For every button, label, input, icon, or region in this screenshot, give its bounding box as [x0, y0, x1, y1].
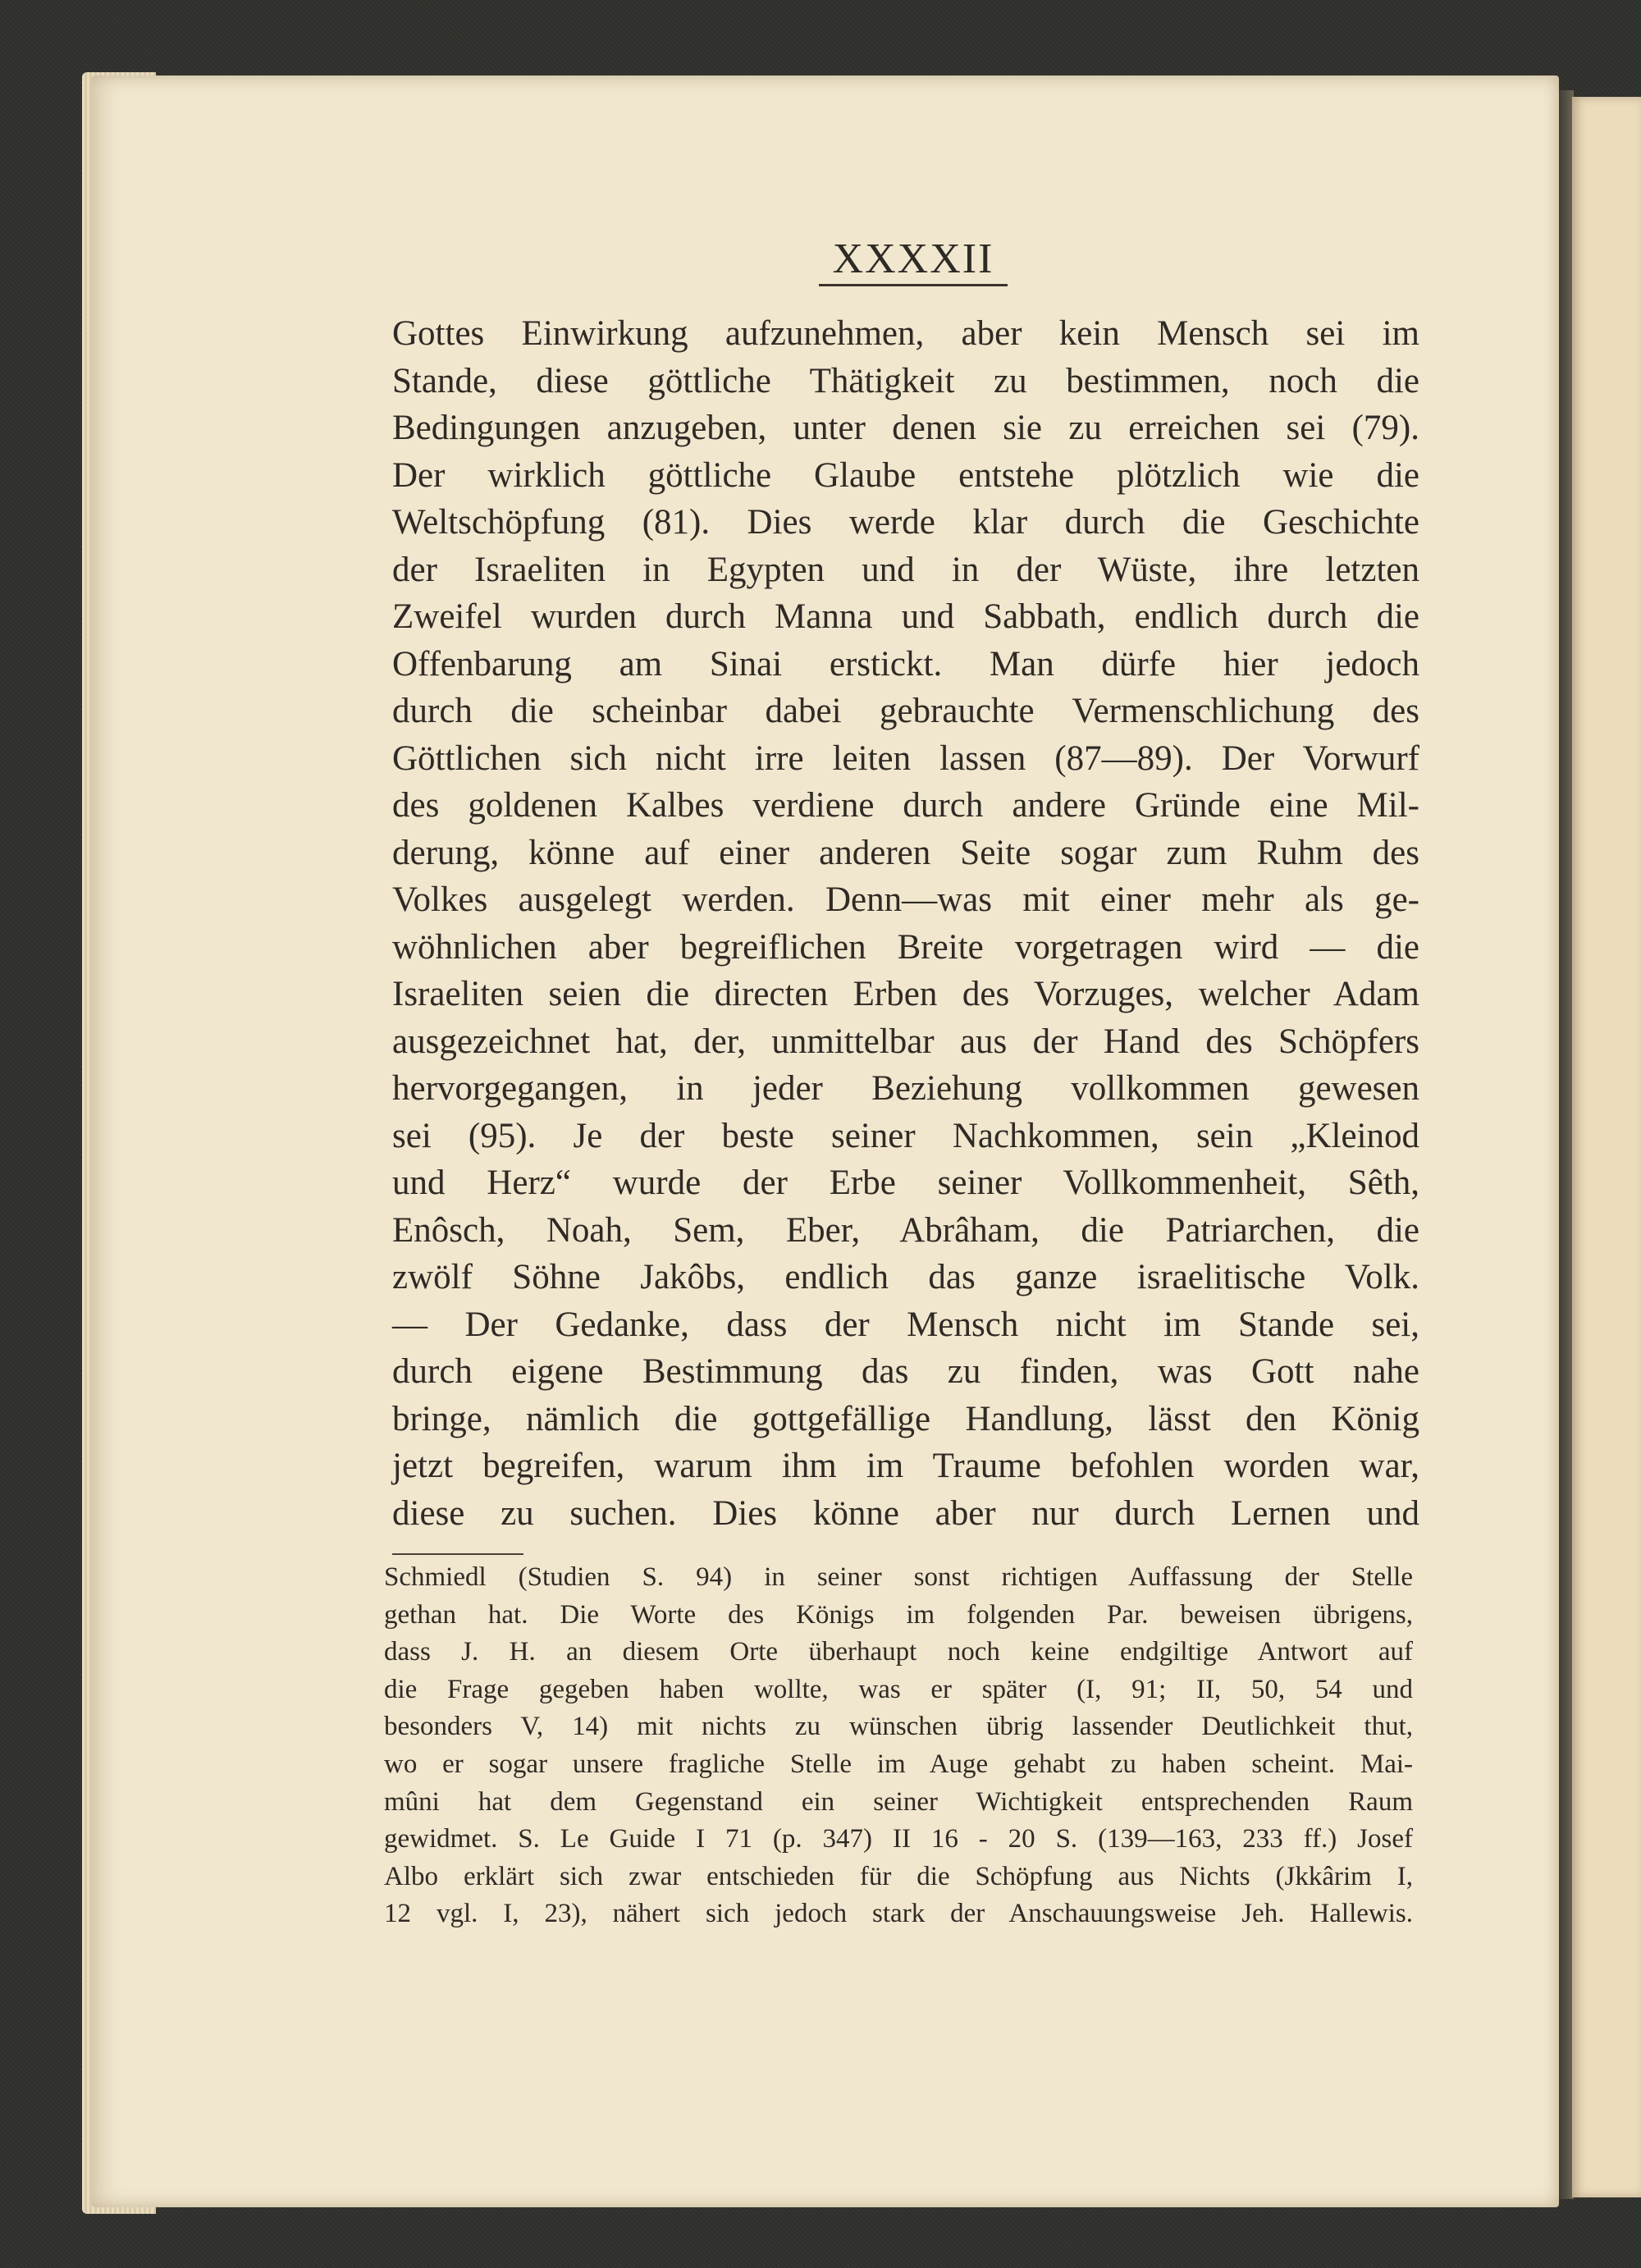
footnote-line: mûni hat dem Gegenstand ein seiner Wichtigkeit entsprechenden Raum: [384, 1786, 1413, 1817]
footnotes: [384, 1559, 1413, 1933]
body-text-line: durch eigene Bestimmung das zu finden, was Gott nahe: [392, 1352, 1419, 1391]
footnote-line: besonders V, 14) mit nichts zu wünschen übrig lassender Deutlichkeit thut,: [384, 1712, 1413, 1742]
body-text-line: derung, könne auf einer anderen Seite sogar zum Ruhm des: [392, 833, 1419, 872]
body-text-line: zwölf Söhne Jakôbs, endlich das ganze israelitische Volk.: [392, 1258, 1419, 1296]
body-text-line: Weltschöpfung (81). Dies werde klar durch die Geschichte: [392, 503, 1419, 542]
body-text-line: Stande, diese göttliche Thätigkeit zu bestimmen, noch die: [392, 361, 1419, 400]
body-text-line: und Herz“ wurde der Erbe seiner Vollkommenheit, Sêth,: [392, 1164, 1419, 1202]
body-text-line: sei (95). Je der beste seiner Nachkommen, sein „Kleinod: [392, 1116, 1419, 1155]
body-text-line: durch die scheinbar dabei gebrauchte Vermenschlichung des: [392, 692, 1419, 730]
body-text-line: Offenbarung am Sinai erstickt. Man dürfe hier jedoch: [392, 644, 1419, 684]
page-number: XXXXII: [819, 235, 1008, 286]
footnote-line: Schmiedl (Studien S. 94) in seiner sonst richtigen Auffassung der Stelle: [384, 1562, 1413, 1592]
footnote-line: die Frage gegeben haben wollte, was er später (I, 91; II, 50, 54 und: [384, 1674, 1413, 1704]
body-text-line: wöhnlichen aber begreiflichen Breite vorgetragen wird — die: [392, 927, 1419, 967]
facing-page: [1572, 97, 1641, 2197]
body-text-line: Israeliten seien die directen Erben des Vorzuges, welcher Adam: [392, 975, 1419, 1013]
body-text-line: — Der Gedanke, dass der Mensch nicht im Stande sei,: [392, 1305, 1419, 1344]
footnote-rule: [392, 1553, 523, 1555]
body-text-line: hervorgegangen, in jeder Beziehung vollkommen gewesen: [392, 1069, 1419, 1108]
footnote-line: Albo erklärt sich zwar entschieden für die Schöpfung aus Nichts (Jkkârim I,: [384, 1861, 1413, 1891]
footnote-line: gethan hat. Die Worte des Königs im folgenden Par. beweisen übrigens,: [384, 1599, 1413, 1630]
body-text: [392, 310, 1419, 1537]
body-text-line: Zweifel wurden durch Manna und Sabbath, endlich durch die: [392, 597, 1419, 636]
book-gutter: [1557, 90, 1574, 2199]
footnote-line: dass J. H. an diesem Orte überhaupt noch keine endgiltige Antwort auf: [384, 1637, 1413, 1667]
footnote-line: wo er sogar unsere fragliche Stelle im Auge gehabt zu haben scheint. Mai-: [384, 1749, 1413, 1779]
body-text-line: Bedingungen anzugeben, unter denen sie zu erreichen sei (79).: [392, 409, 1419, 447]
body-text-line: bringe, nämlich die gottgefällige Handlung, lässt den König: [392, 1399, 1419, 1438]
body-text-line: Volkes ausgelegt werden. Denn—was mit einer mehr als ge-: [392, 880, 1419, 919]
body-text-line: Gottes Einwirkung aufzunehmen, aber kein Mensch sei im: [392, 314, 1419, 353]
footnote-line: gewidmet. S. Le Guide I 71 (p. 347) II 16 - 20 S. (139—163, 233 ff.) Josef: [384, 1824, 1413, 1854]
body-text-line: diese zu suchen. Dies könne aber nur durch Lernen und: [392, 1493, 1419, 1533]
body-text-line: Der wirklich göttliche Glaube entstehe plötzlich wie die: [392, 455, 1419, 495]
body-text-line: Göttlichen sich nicht irre leiten lassen (87—89). Der Vorwurf: [392, 738, 1419, 778]
body-text-line: ausgezeichnet hat, der, unmittelbar aus der Hand des Schöpfers: [392, 1022, 1419, 1061]
footnote-line: 12 vgl. I, 23), nähert sich jedoch stark der Anschauungsweise Jeh. Hallewis.: [384, 1899, 1413, 1929]
body-text-line: jetzt begreifen, warum ihm im Traume befohlen worden war,: [392, 1447, 1419, 1485]
body-text-line: Enôsch, Noah, Sem, Eber, Abrâham, die Patriarchen, die: [392, 1210, 1419, 1250]
body-text-line: des goldenen Kalbes verdiene durch andere Gründe eine Mil-: [392, 786, 1419, 825]
body-text-line: der Israeliten in Egypten und in der Wüste, ihre letzten: [392, 550, 1419, 589]
